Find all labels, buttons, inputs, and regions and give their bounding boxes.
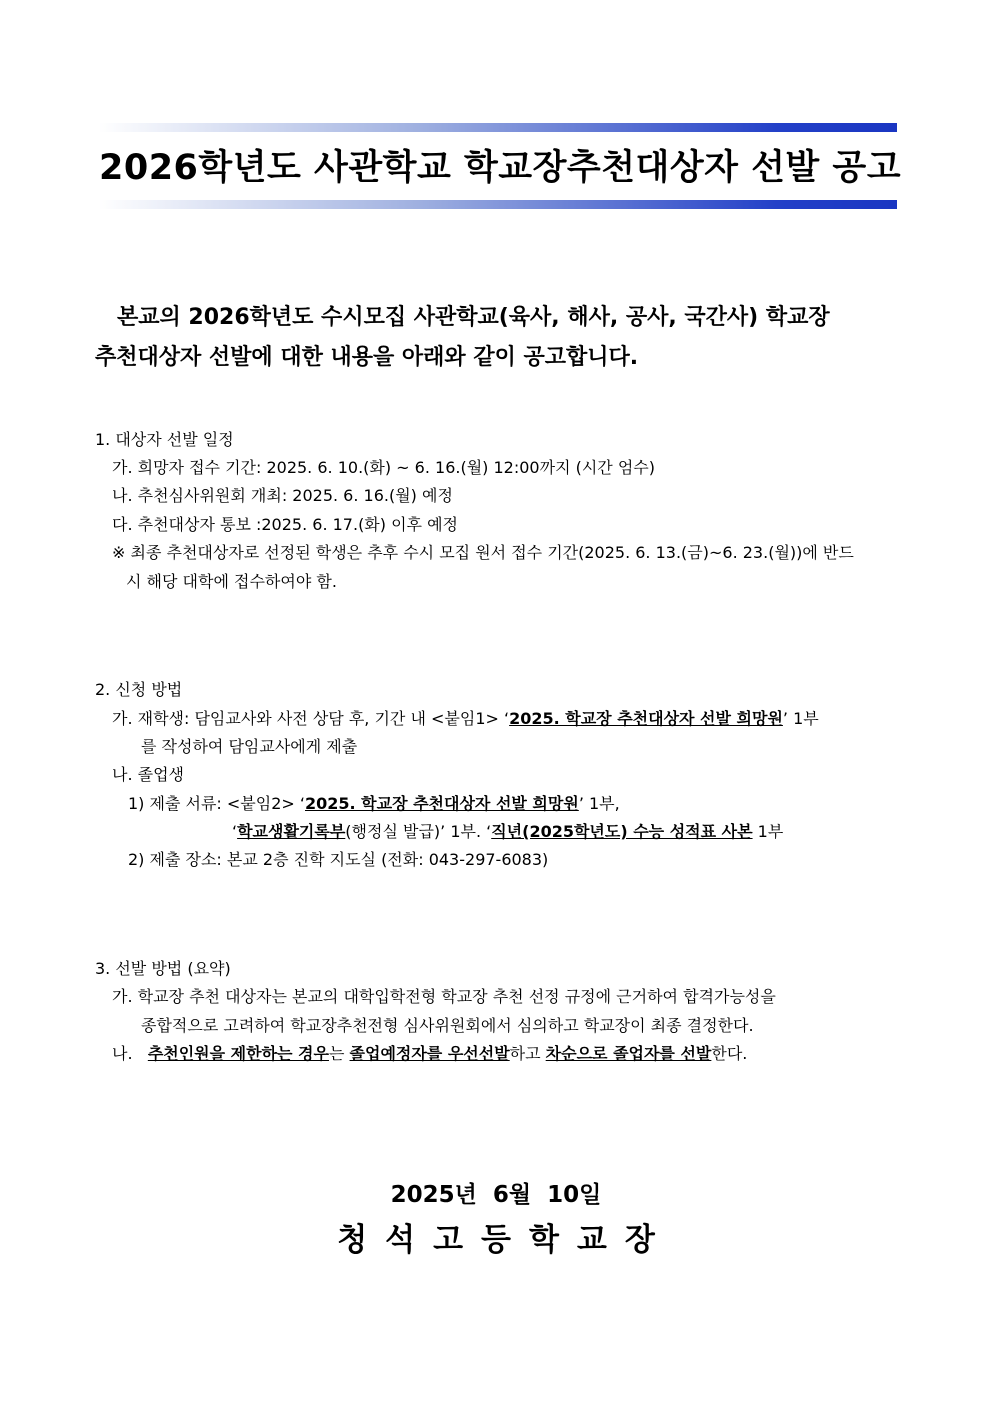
section3-item-b-t1: 는 bbox=[328, 1044, 350, 1063]
intro-line-1: 본교의 2026학년도 수시모집 사관학교(육사, 해사, 공사, 국간사) 학교장 bbox=[117, 305, 830, 330]
section2-item-b1-suffix: ’ 1부, bbox=[578, 794, 620, 813]
page-title: 2026학년도 사관학교 학교장추천대상자 선발 공고 bbox=[99, 148, 902, 188]
section2-item-a bbox=[112, 709, 819, 729]
section3-item-a-line-2: 종합적으로 고려하여 학교장추천전형 심사위원회에서 심의하고 학교장이 최종 결정한다. bbox=[141, 1016, 754, 1035]
section2-item-a-text: 가. 재학생: 담임교사와 사전 상담 후, 기간 내 <붙임1> ‘ bbox=[112, 709, 510, 728]
section3-item-b-u3: 차순으로 졸업자를 선발 bbox=[545, 1044, 712, 1063]
section1-item-b: 나. 추천심사위원회 개최: 2025. 6. 16.(월) 예정 bbox=[112, 486, 453, 505]
section3-item-b-u2: 졸업예정자를 우선선발 bbox=[349, 1044, 510, 1063]
title-bar-bottom bbox=[99, 200, 897, 209]
section2-item-b1-doc: 2025. 학교장 추천대상자 선발 희망원 bbox=[304, 794, 579, 813]
section2-item-b1-record: 학교생활기록부 bbox=[237, 822, 346, 841]
section3-heading: 3. 선발 방법 (요약) bbox=[95, 959, 231, 978]
section1-heading: 1. 대상자 선발 일정 bbox=[95, 430, 234, 449]
announcement-date: 2025년 6월 10일 bbox=[390, 1182, 602, 1208]
section2-item-b1-cont bbox=[232, 822, 783, 842]
section2-item-a-suffix: ’ 1부 bbox=[782, 709, 819, 728]
section2-item-b1-cont-suffix: 1부 bbox=[752, 822, 784, 841]
section1-item-a: 가. 희망자 접수 기간: 2025. 6. 10.(화) ~ 6. 16.(월) 12:00까지 (시간 엄수) bbox=[112, 458, 655, 477]
section3-item-b bbox=[112, 1044, 747, 1064]
section2-item-a-doc: 2025. 학교장 추천대상자 선발 희망원 bbox=[509, 709, 783, 728]
section1-note-line-2: 시 해당 대학에 접수하여야 함. bbox=[126, 572, 337, 591]
section2-item-b1-score: 직년(2025학년도) 수능 성적표 사본 bbox=[491, 822, 753, 841]
section2-item-b1-cont-mid: (행정실 발급)’ 1부. ‘ bbox=[345, 822, 492, 841]
section1-note-line-1: ※ 최종 추천대상자로 선정된 학생은 추후 수시 모집 원서 접수 기간(2025. 6. 13.(금)~6. 23.(월))에 반드 bbox=[112, 543, 854, 562]
section1-item-c: 다. 추천대상자 통보 :2025. 6. 17.(화) 이후 예정 bbox=[112, 515, 459, 534]
section3-item-b-t2: 하고 bbox=[509, 1044, 546, 1063]
intro-line-2: 추천대상자 선발에 대한 내용을 아래와 같이 공고합니다. bbox=[95, 345, 639, 370]
section2-item-b2: 2) 제출 장소: 본교 2층 진학 지도실 (전화: 043-297-6083) bbox=[128, 850, 549, 869]
section2-heading: 2. 신청 방법 bbox=[95, 680, 183, 699]
section2-item-b1-text: 1) 제출 서류: <붙임2> ‘ bbox=[128, 794, 305, 813]
section2-item-b: 나. 졸업생 bbox=[112, 765, 184, 784]
section2-item-b1 bbox=[128, 794, 620, 814]
section3-item-b-label: 나. bbox=[112, 1044, 138, 1063]
section2-item-a-cont: 를 작성하여 담임교사에게 제출 bbox=[141, 737, 358, 756]
section3-item-a-line-1: 가. 학교장 추천 대상자는 본교의 대학입학전형 학교장 추천 선정 규정에 근거하여 합격가능성을 bbox=[112, 987, 776, 1006]
title-bar-top bbox=[99, 123, 897, 132]
section3-item-b-t3: 한다. bbox=[711, 1044, 748, 1063]
school-principal: 청석고등학교장 bbox=[337, 1222, 673, 1258]
section2-item-b1-cont-prefix: ‘ bbox=[232, 822, 238, 841]
section3-item-b-u1: 추천인원을 제한하는 경우 bbox=[147, 1044, 329, 1063]
